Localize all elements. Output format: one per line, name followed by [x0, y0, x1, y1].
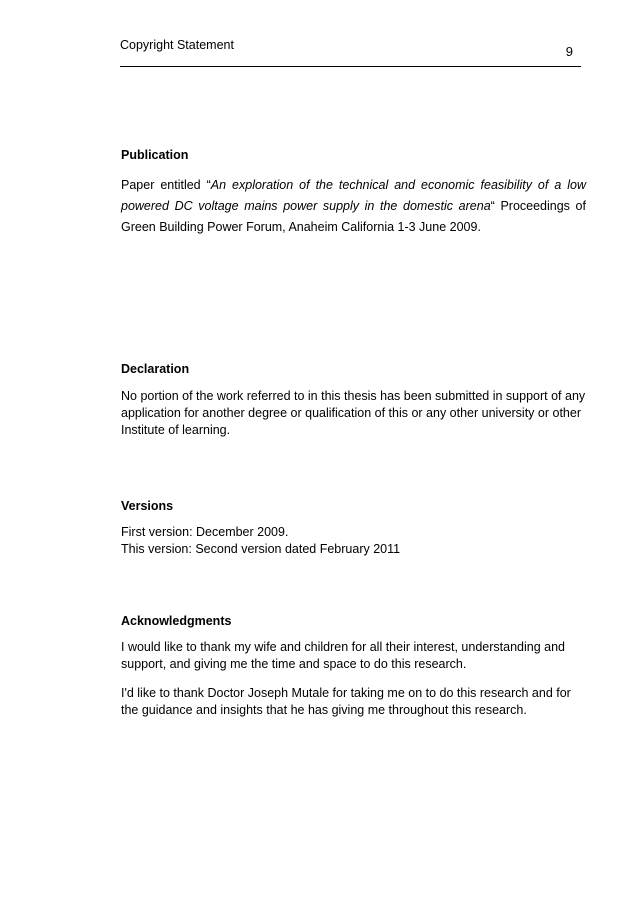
declaration-text: No portion of the work referred to in this thesis has been submitted in support of any application for another degree or qualification of this or any other university or other Institute of learning. — [121, 389, 586, 437]
paper-title: An exploration of the technical and economic feasibility of a low powered DC voltage mains power supply in the domestic arena — [121, 178, 586, 213]
publication-heading: Publication — [121, 148, 189, 162]
acknowledgment-paragraph: I would like to thank my wife and children for all their interest, understanding and support, and giving me the time and space to do this research. — [121, 640, 565, 671]
first-version: First version: December 2009. — [121, 525, 289, 539]
acknowledgments-section — [121, 614, 586, 719]
declaration-section — [121, 362, 586, 439]
this-version: This version: Second version dated February 2011 — [121, 542, 401, 556]
versions-heading: Versions — [121, 499, 174, 513]
publication-section — [121, 148, 586, 238]
acknowledgment-paragraph: I'd like to thank Doctor Joseph Mutale for taking me on to do this research and for the guidance and insights that he has giving me throughout this research. — [121, 686, 571, 717]
versions-section — [121, 499, 586, 558]
publication-citation — [121, 175, 586, 238]
citation-suffix: “ Proceedings of Green Building Power Forum, Anaheim California 1-3 June 2009. — [121, 199, 586, 234]
citation-prefix: Paper entitled “ — [121, 178, 211, 192]
page-header — [120, 38, 581, 67]
page-number: 9 — [565, 44, 573, 59]
header-title: Copyright Statement — [120, 38, 234, 52]
acknowledgments-heading: Acknowledgments — [121, 614, 232, 628]
versions-text — [121, 524, 586, 558]
declaration-heading: Declaration — [121, 362, 190, 376]
